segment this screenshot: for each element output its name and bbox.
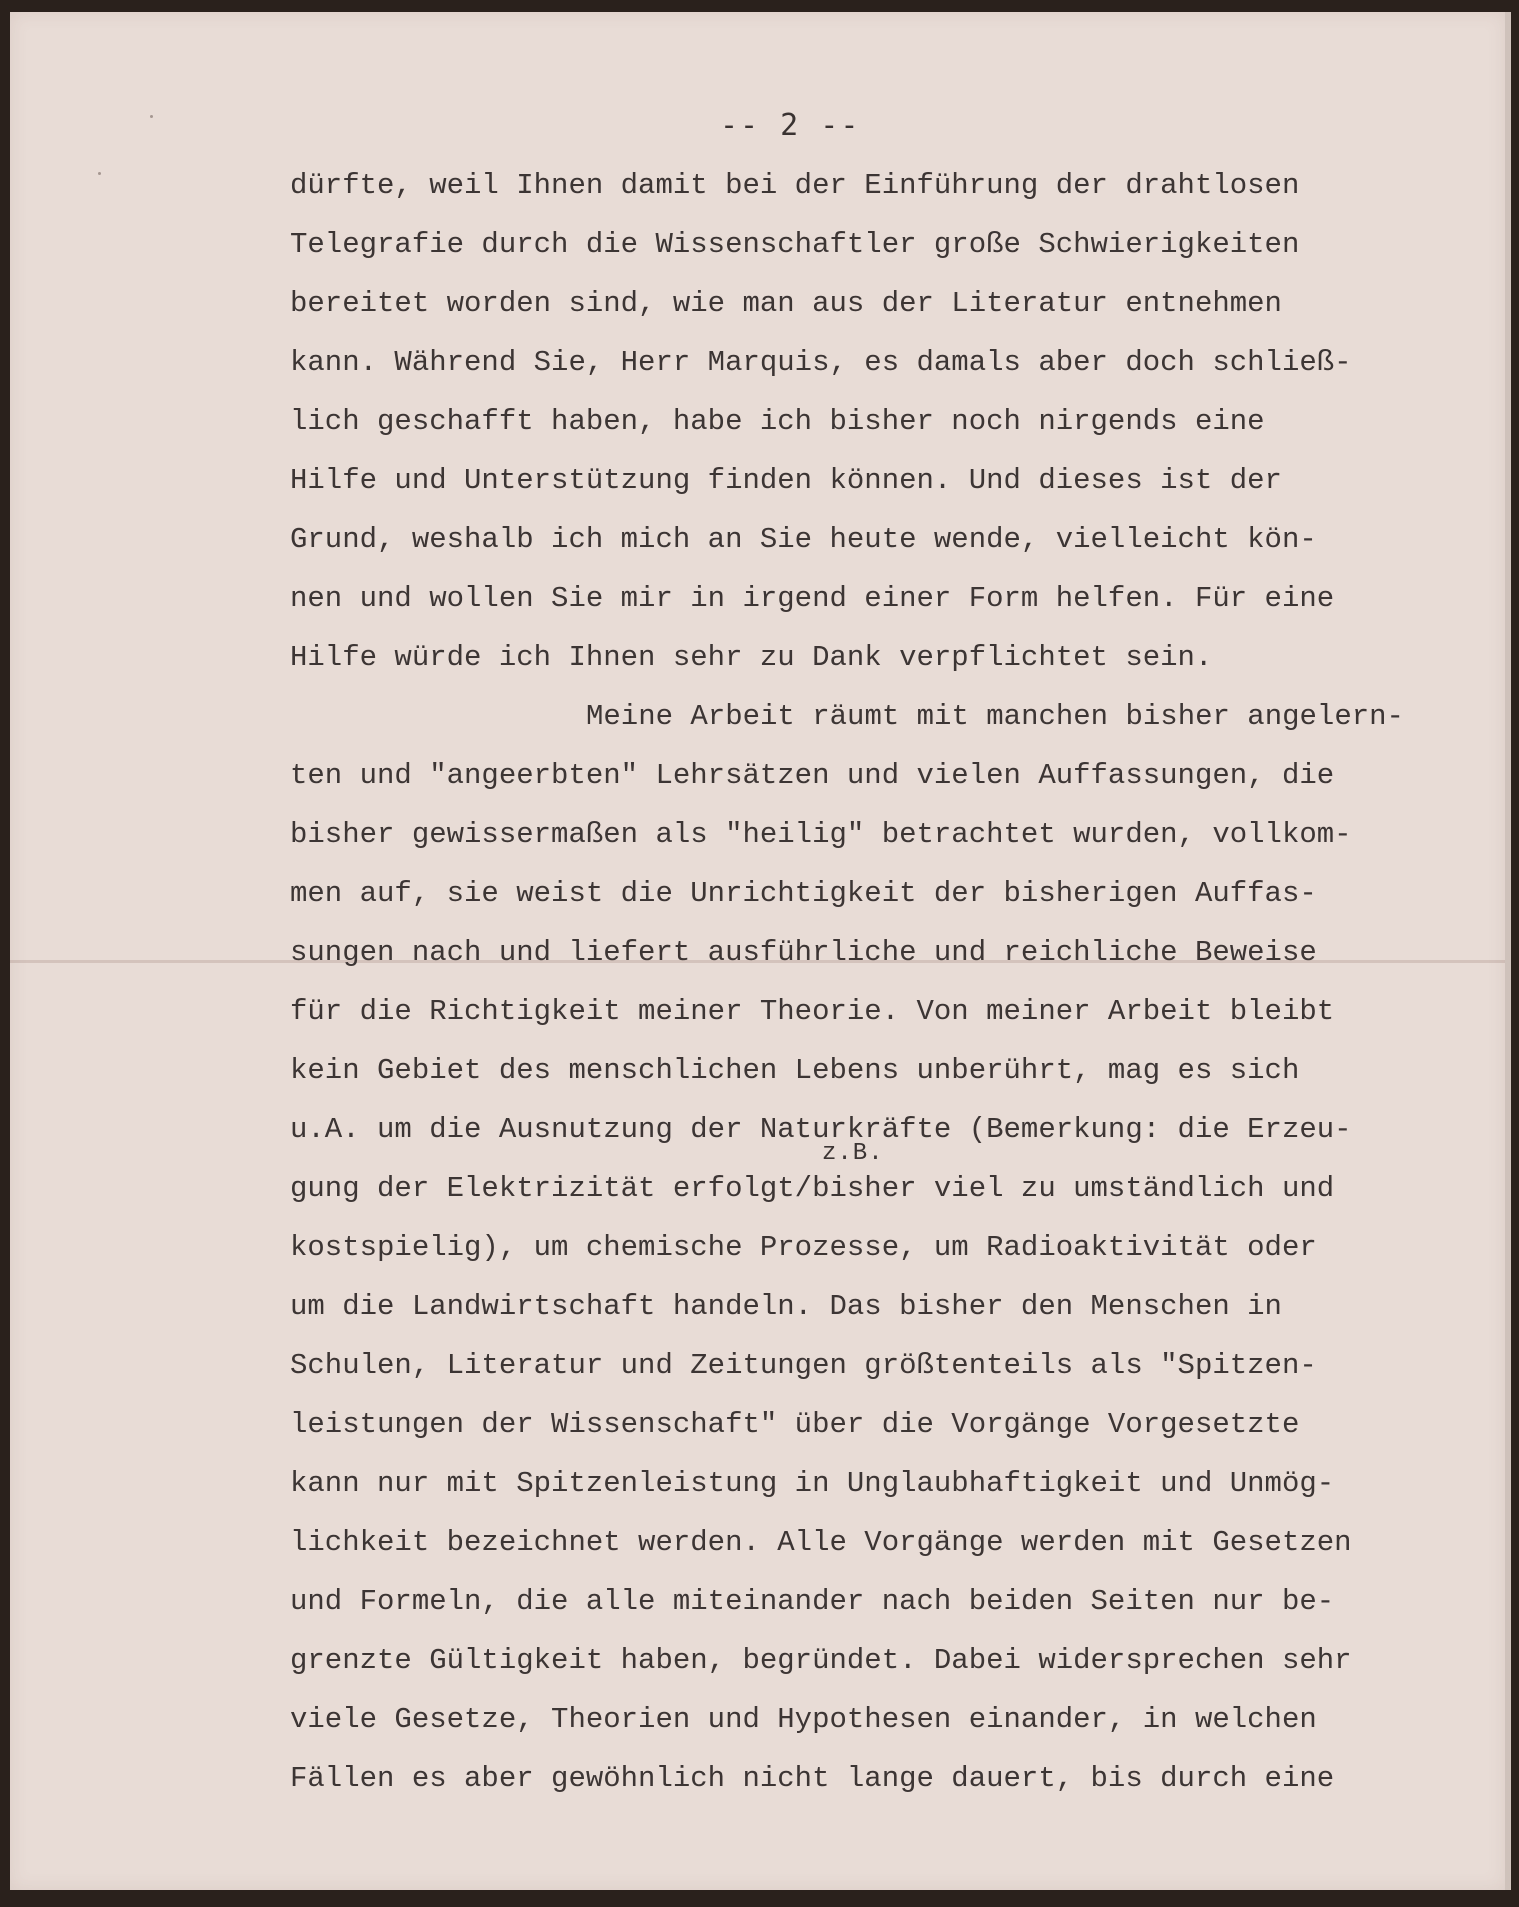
paper-speck bbox=[150, 115, 153, 118]
text-line: lich geschafft haben, habe ich bisher noch nirgends eine bbox=[290, 405, 1265, 438]
text-line: Hilfe und Unterstützung finden können. Und dieses ist der bbox=[290, 464, 1282, 497]
text-line: Telegrafie durch die Wissenschaftler große Schwierigkeiten bbox=[290, 228, 1300, 261]
typewritten-letter-body bbox=[290, 156, 1510, 1808]
text-line: Schulen, Literatur und Zeitungen größtenteils als "Spitzen- bbox=[290, 1349, 1317, 1382]
text-line: ten und "angeerbten" Lehrsätzen und vielen Auffassungen, die bbox=[290, 759, 1335, 792]
text-line: kann nur mit Spitzenleistung in Unglaubhaftigkeit und Unmög- bbox=[290, 1467, 1335, 1500]
text-line: Grund, weshalb ich mich an Sie heute wende, vielleicht kön- bbox=[290, 523, 1317, 556]
page-number: -- 2 -- bbox=[720, 108, 861, 143]
text-line: kostspielig), um chemische Prozesse, um Radioaktivität oder bbox=[290, 1231, 1317, 1264]
text-line: und Formeln, die alle miteinander nach beiden Seiten nur be- bbox=[290, 1585, 1335, 1618]
text-line: nen und wollen Sie mir in irgend einer Form helfen. Für eine bbox=[290, 582, 1335, 615]
text-line: für die Richtigkeit meiner Theorie. Von meiner Arbeit bleibt bbox=[290, 995, 1335, 1028]
text-line: dürfte, weil Ihnen damit bei der Einführung der drahtlosen bbox=[290, 169, 1300, 202]
text-line: leistungen der Wissenschaft" über die Vorgänge Vorgesetzte bbox=[290, 1408, 1300, 1441]
text-line: viele Gesetze, Theorien und Hypothesen einander, in welchen bbox=[290, 1703, 1317, 1736]
text-line: Fällen es aber gewöhnlich nicht lange dauert, bis durch eine bbox=[290, 1762, 1335, 1795]
text-line: um die Landwirtschaft handeln. Das bisher den Menschen in bbox=[290, 1290, 1282, 1323]
text-line: grenzte Gültigkeit haben, begründet. Dabei widersprechen sehr bbox=[290, 1644, 1352, 1677]
text-line: Hilfe würde ich Ihnen sehr zu Dank verpflichtet sein. bbox=[290, 641, 1213, 674]
text-line: bereitet worden sind, wie man aus der Literatur entnehmen bbox=[290, 287, 1282, 320]
text-line: kein Gebiet des menschlichen Lebens unberührt, mag es sich bbox=[290, 1054, 1300, 1087]
text-line: men auf, sie weist die Unrichtigkeit der bisherigen Auffas- bbox=[290, 877, 1317, 910]
text-line: kann. Während Sie, Herr Marquis, es damals aber doch schließ- bbox=[290, 346, 1352, 379]
text-line: bisher gewissermaßen als "heilig" betrachtet wurden, vollkom- bbox=[290, 818, 1352, 851]
text-line: gung der Elektrizität erfolgt/bisher viel zu umständlich und bbox=[290, 1172, 1335, 1205]
text-line: u.A. um die Ausnutzung der Naturkräfte (Bemerkung: die Erzeu- bbox=[290, 1113, 1352, 1146]
paragraph-start-line: Meine Arbeit räumt mit manchen bisher angelern- bbox=[586, 700, 1404, 733]
paper-speck bbox=[98, 172, 101, 175]
interlinear-insertion: z.B. bbox=[822, 1140, 884, 1167]
text-line: lichkeit bezeichnet werden. Alle Vorgänge werden mit Gesetzen bbox=[290, 1526, 1352, 1559]
text-line: sungen nach und liefert ausführliche und reichliche Beweise bbox=[290, 936, 1317, 969]
